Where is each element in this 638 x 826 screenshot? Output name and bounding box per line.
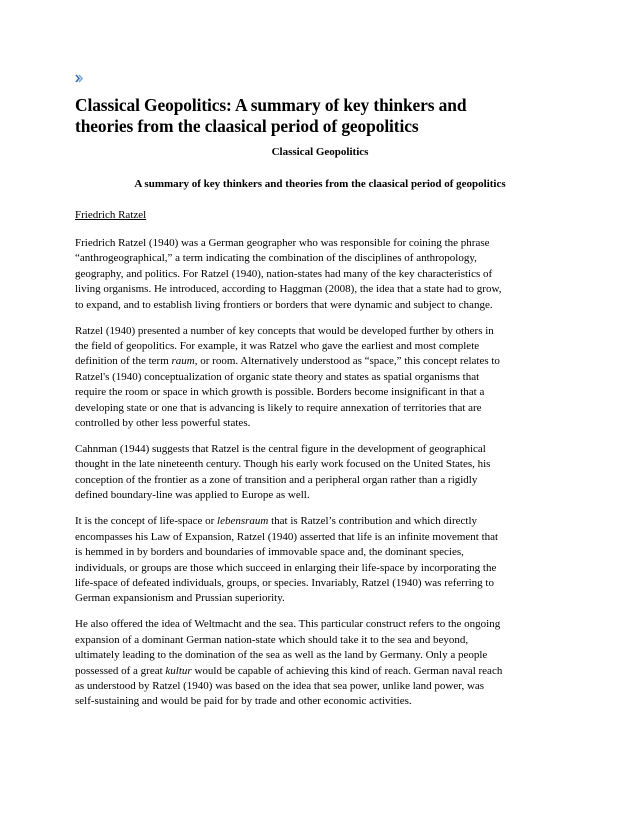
paragraph-2 — [75, 324, 565, 432]
document-page — [75, 70, 565, 720]
paragraph-line: life-space of defeated individuals, groups, or species. Invariably, Ratzel (1940) was referring to — [75, 576, 494, 589]
paragraph-line: thought in the late nineteenth century. Though his early work focused on the United States, his — [75, 458, 491, 471]
paragraph-line: It is the concept of life-space or lebensraum that is Ratzel’s contribution and which directly — [75, 515, 478, 528]
paragraph-line: ultimately leading to the domination of the sea as well as the land by Germany. Only a people — [75, 649, 488, 662]
paragraph-line: defined boundary-line was applied to Europe as well. — [75, 489, 310, 502]
paragraph-line: Ratzel's (1940) conceptualization of organic state theory and states as spatial organisms that — [75, 370, 480, 383]
paragraph-line: self-sustaining and would be paid for by trade and other economic activities. — [75, 695, 412, 708]
paragraph-line: controlled by other less powerful states. — [75, 417, 251, 430]
paragraph-line: geography, and politics. For Ratzel (1940), nation-states had many of the key characteristics of — [75, 267, 493, 280]
paragraph-line: is hemmed in by borders and boundaries of immovable space and, the dominant species, — [75, 546, 464, 559]
paragraph-4 — [75, 514, 565, 606]
body-text — [75, 236, 565, 710]
paragraph-5 — [75, 617, 565, 709]
paragraph-line: “anthrogeographical,” a term indicating the combination of the disciplines of anthropology, — [75, 252, 477, 265]
paragraph-line: encompasses his Law of Expansion, Ratzel (1940) asserted that life is an infinite movement that — [75, 530, 499, 543]
paragraph-line: Friedrich Ratzel (1940) was a German geographer who was responsible for coining the phrase — [75, 237, 490, 249]
paragraph-line: conception of the frontier as a zone of transition and a peripheral organ rather than a rigidly — [75, 473, 478, 486]
document-arrow-icon[interactable] — [75, 70, 83, 79]
paragraph-line: to expand, and to establish living frontiers or borders that were dynamic and subject to change. — [75, 298, 493, 311]
paragraph-line: Ratzel (1940) presented a number of key concepts that would be developed further by others in — [75, 324, 494, 337]
paragraph-line: definition of the term raum, or room. Alternatively understood as “space,” this concept relates to — [75, 355, 500, 368]
paragraph-3 — [75, 442, 565, 504]
paragraph-line: require the room or space in which growth is possible. Borders become insignificant in that a — [75, 386, 485, 399]
document-title-line-1: Classical Geopolitics: A summary of key thinkers and — [75, 95, 467, 115]
centered-heading: Classical Geopolitics — [271, 146, 369, 158]
paragraph-line: developing state or one that is advancing is likely to require annexation of territories that are — [75, 401, 482, 414]
section-link-friedrich-ratzel[interactable]: Friedrich Ratzel — [75, 209, 147, 221]
paragraph-line: Cahnman (1944) suggests that Ratzel is the central figure in the development of geographical — [75, 443, 486, 456]
paragraph-line: living organisms. He introduced, according to Haggman (2008), the idea that a state had to grow, — [75, 283, 502, 296]
paragraph-line: He also offered the idea of Weltmacht and the sea. This particular construct refers to the ongoing — [75, 618, 501, 631]
document-title-line-2: theories from the claasical period of geopolitics — [75, 116, 419, 136]
paragraph-line: German expansionism and Prussian superiority. — [75, 592, 285, 605]
centered-subheading: A summary of key thinkers and theories from the claasical period of geopolitics — [134, 178, 506, 190]
paragraph-line: the field of geopolitics. For example, it was Ratzel who gave the earliest and most complete — [75, 340, 480, 353]
document-title — [75, 95, 565, 137]
paragraph-1 — [75, 236, 565, 313]
paragraph-line: as understood by Ratzel (1940) was based on the idea that sea power, unlike land power, was — [75, 679, 485, 692]
paragraph-line: expansion of a dominant German nation-state which should take it to the sea and beyond, — [75, 633, 469, 646]
paragraph-line: possessed of a great kultur would be capable of achieving this kind of reach. German naval reach — [75, 664, 503, 677]
paragraph-line: individuals, or groups are those which succeed in enlarging their life-space by incorporating the — [75, 561, 497, 574]
